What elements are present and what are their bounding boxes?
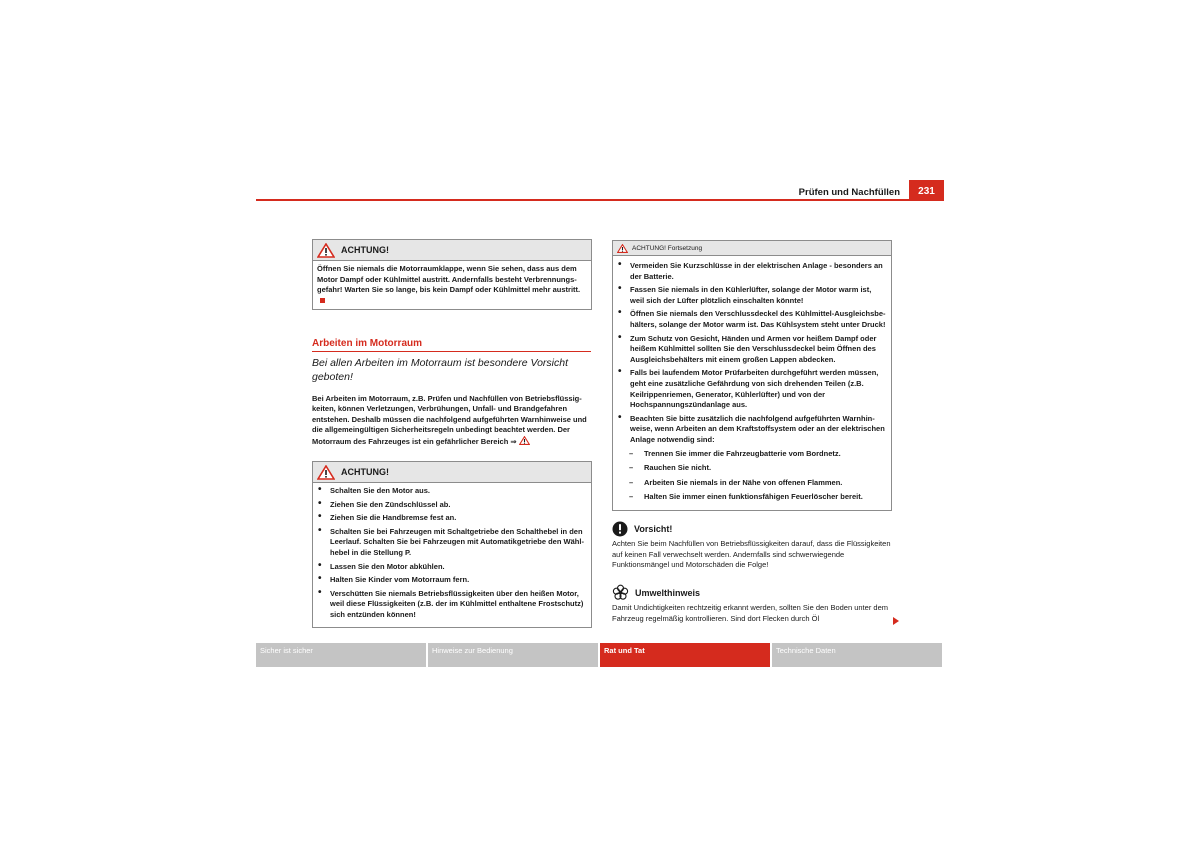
section-title: Arbeiten im Motorraum (312, 338, 423, 349)
warning-label: ACHTUNG! (341, 467, 389, 477)
list-item: • Ziehen Sie die Handbremse fest an. (317, 513, 587, 524)
caution-text: Achten Sie beim Nachfüllen von Betriebsflüssigkeiten darauf, dass die Flüssigkeiten auf keinen Fall verwechselt werden. Andernfalls sind schwerwiegende Funktionsmängel und Motorschäden die Folge! (612, 539, 891, 570)
warning-label: ACHTUNG! (341, 245, 389, 255)
warning-header (313, 462, 591, 483)
dash-marker: – (629, 463, 634, 473)
environment-text: Damit Undichtigkeiten rechtzeitig erkannt werden, sollten Sie den Boden unter dem Fahrzeug regelmäßig kontrollieren. Sind dort Flecken durch Öl (612, 603, 888, 623)
warning-triangle-icon (317, 243, 335, 258)
list-item: • Verschütten Sie niemals Betriebsflüssigkeiten über den heißen Motor, weil diese Flüssigkeiten (z.B. der im Kühlmittel enthaltene Frostschutz) sich entzünden können! (317, 589, 587, 621)
list-item: • Schalten Sie bei Fahrzeugen mit Schaltgetriebe den Schalthebel in den Leerlauf. Schalten Sie bei Fahrzeugen mit Automatikgetriebe den Wählhebel in die Stellung P. (317, 527, 587, 559)
reference-arrow: ⇒ (510, 436, 517, 446)
warning-header (613, 241, 891, 256)
warning-box-1 (312, 239, 592, 310)
warning-box-continued (612, 240, 892, 511)
dash-marker: – (629, 477, 634, 487)
header-title: Prüfen und Nachfüllen (798, 187, 900, 198)
list-item: • Öffnen Sie niemals den Verschlussdeckel des Kühlmittel-Ausgleichsbehälters, solange der Motor warm ist. Das Kühlsystem steht unter Druck! (617, 309, 887, 330)
section-body: Bei Arbeiten im Motorraum, z.B. Prüfen und Nachfüllen von Betriebsflüssigkeiten, können Verletzungen, Verbrühungen, Unfall- und Brandgefahren entstehen. Deshalb müssen die nachfolgend aufgeführten Warnhinweise und die allgemeingültigen Sicherheitsregeln unbedingt beachtet werden. Der Motorraum des Fahrzeuges ist ein gefährlicher Bereich ⇒ (312, 394, 587, 446)
environment-note (612, 584, 890, 624)
flower-icon (612, 584, 629, 601)
caution-note (612, 521, 892, 571)
tab-sicher-ist-sicher[interactable]: Sicher ist sicher (256, 643, 426, 667)
list-item: • Vermeiden Sie Kurzschlüsse in der elektrischen Anlage - besonders an der Batterie. (617, 261, 887, 282)
warning-text: Öffnen Sie niemals die Motorraumklappe, wenn Sie sehen, dass aus dem Motor Dampf oder Kühlmittel austritt. Andernfalls besteht Verbrennungsgefahr! Warten Sie so lange, bis kein Dampf oder Kühlmittel mehr austritt. (313, 261, 591, 309)
warning-list (613, 256, 891, 510)
list-item: • Halten Sie Kinder vom Motorraum fern. (317, 575, 587, 586)
tab-technische-daten[interactable]: Technische Daten (772, 643, 942, 667)
warning-label: ACHTUNG! Fortsetzung (632, 244, 703, 252)
caution-header (612, 521, 892, 537)
list-item: • Fassen Sie niemals in den Kühlerlüfter, solange der Motor warm ist, weil sich der Lüfter plötzlich einschalten könnte! (617, 285, 887, 306)
list-item: • Zum Schutz von Gesicht, Händen und Armen vor heißem Dampf oder heißem Kühlmittel sollten Sie den Verschlussdeckel beim Öffnen des Ausgleichsbehälters mit einem großen Lappen abdecken. (617, 334, 887, 366)
warning-reference-icon[interactable] (519, 436, 530, 445)
sub-list-item: – Halten Sie immer einen funktionsfähigen Feuerlöscher bereit. (629, 492, 863, 502)
section-intro: Bei allen Arbeiten im Motorraum ist besondere Vorsicht geboten! (312, 357, 569, 383)
tab-rat-und-tat[interactable]: Rat und Tat (600, 643, 770, 667)
list-item: • Beachten Sie bitte zusätzlich die nachfolgend aufgeführten Warnhinweise, wenn Arbeiten an dem Kraftstoffsystem oder an der elektrischen Anlage notwendig sind: (617, 414, 887, 446)
continue-arrow-icon[interactable] (893, 617, 899, 625)
sub-list-item: – Rauchen Sie nicht. (629, 463, 712, 473)
list-item: • Falls bei laufendem Motor Prüfarbeiten durchgeführt werden müssen, geht eine zusätzliche Gefährdung von sich drehenden Teilen (z.B. Keilrippenriemen, Generator, Kühlerlüfter) und von der Hochspannungszündanlage aus. (617, 368, 887, 410)
dash-marker: – (629, 448, 634, 458)
exclamation-circle-icon (612, 521, 628, 537)
caution-label: Vorsicht! (634, 524, 673, 534)
list-item: • Schalten Sie den Motor aus. (317, 486, 587, 497)
environment-header (612, 584, 890, 601)
section-rule (312, 351, 591, 352)
list-item: • Lassen Sie den Motor abkühlen. (317, 562, 587, 573)
sub-list-item: – Trennen Sie immer die Fahrzeugbatterie vom Bordnetz. (629, 448, 841, 458)
warning-header (313, 240, 591, 261)
warning-triangle-icon (317, 465, 335, 480)
warning-box-2 (312, 461, 592, 628)
end-marker-icon (320, 298, 325, 303)
list-item: • Ziehen Sie den Zündschlüssel ab. (317, 500, 587, 511)
header-rule (256, 199, 944, 201)
environment-label: Umwelthinweis (635, 587, 701, 598)
warning-triangle-icon (617, 244, 628, 253)
warning-list (313, 483, 591, 627)
sub-list-item: – Arbeiten Sie niemals in der Nähe von offenen Flammen. (629, 477, 843, 487)
dash-marker: – (629, 492, 634, 502)
tab-hinweise-zur-bedienung[interactable]: Hinweise zur Bedienung (428, 643, 598, 667)
page-number: 231 (909, 180, 944, 200)
